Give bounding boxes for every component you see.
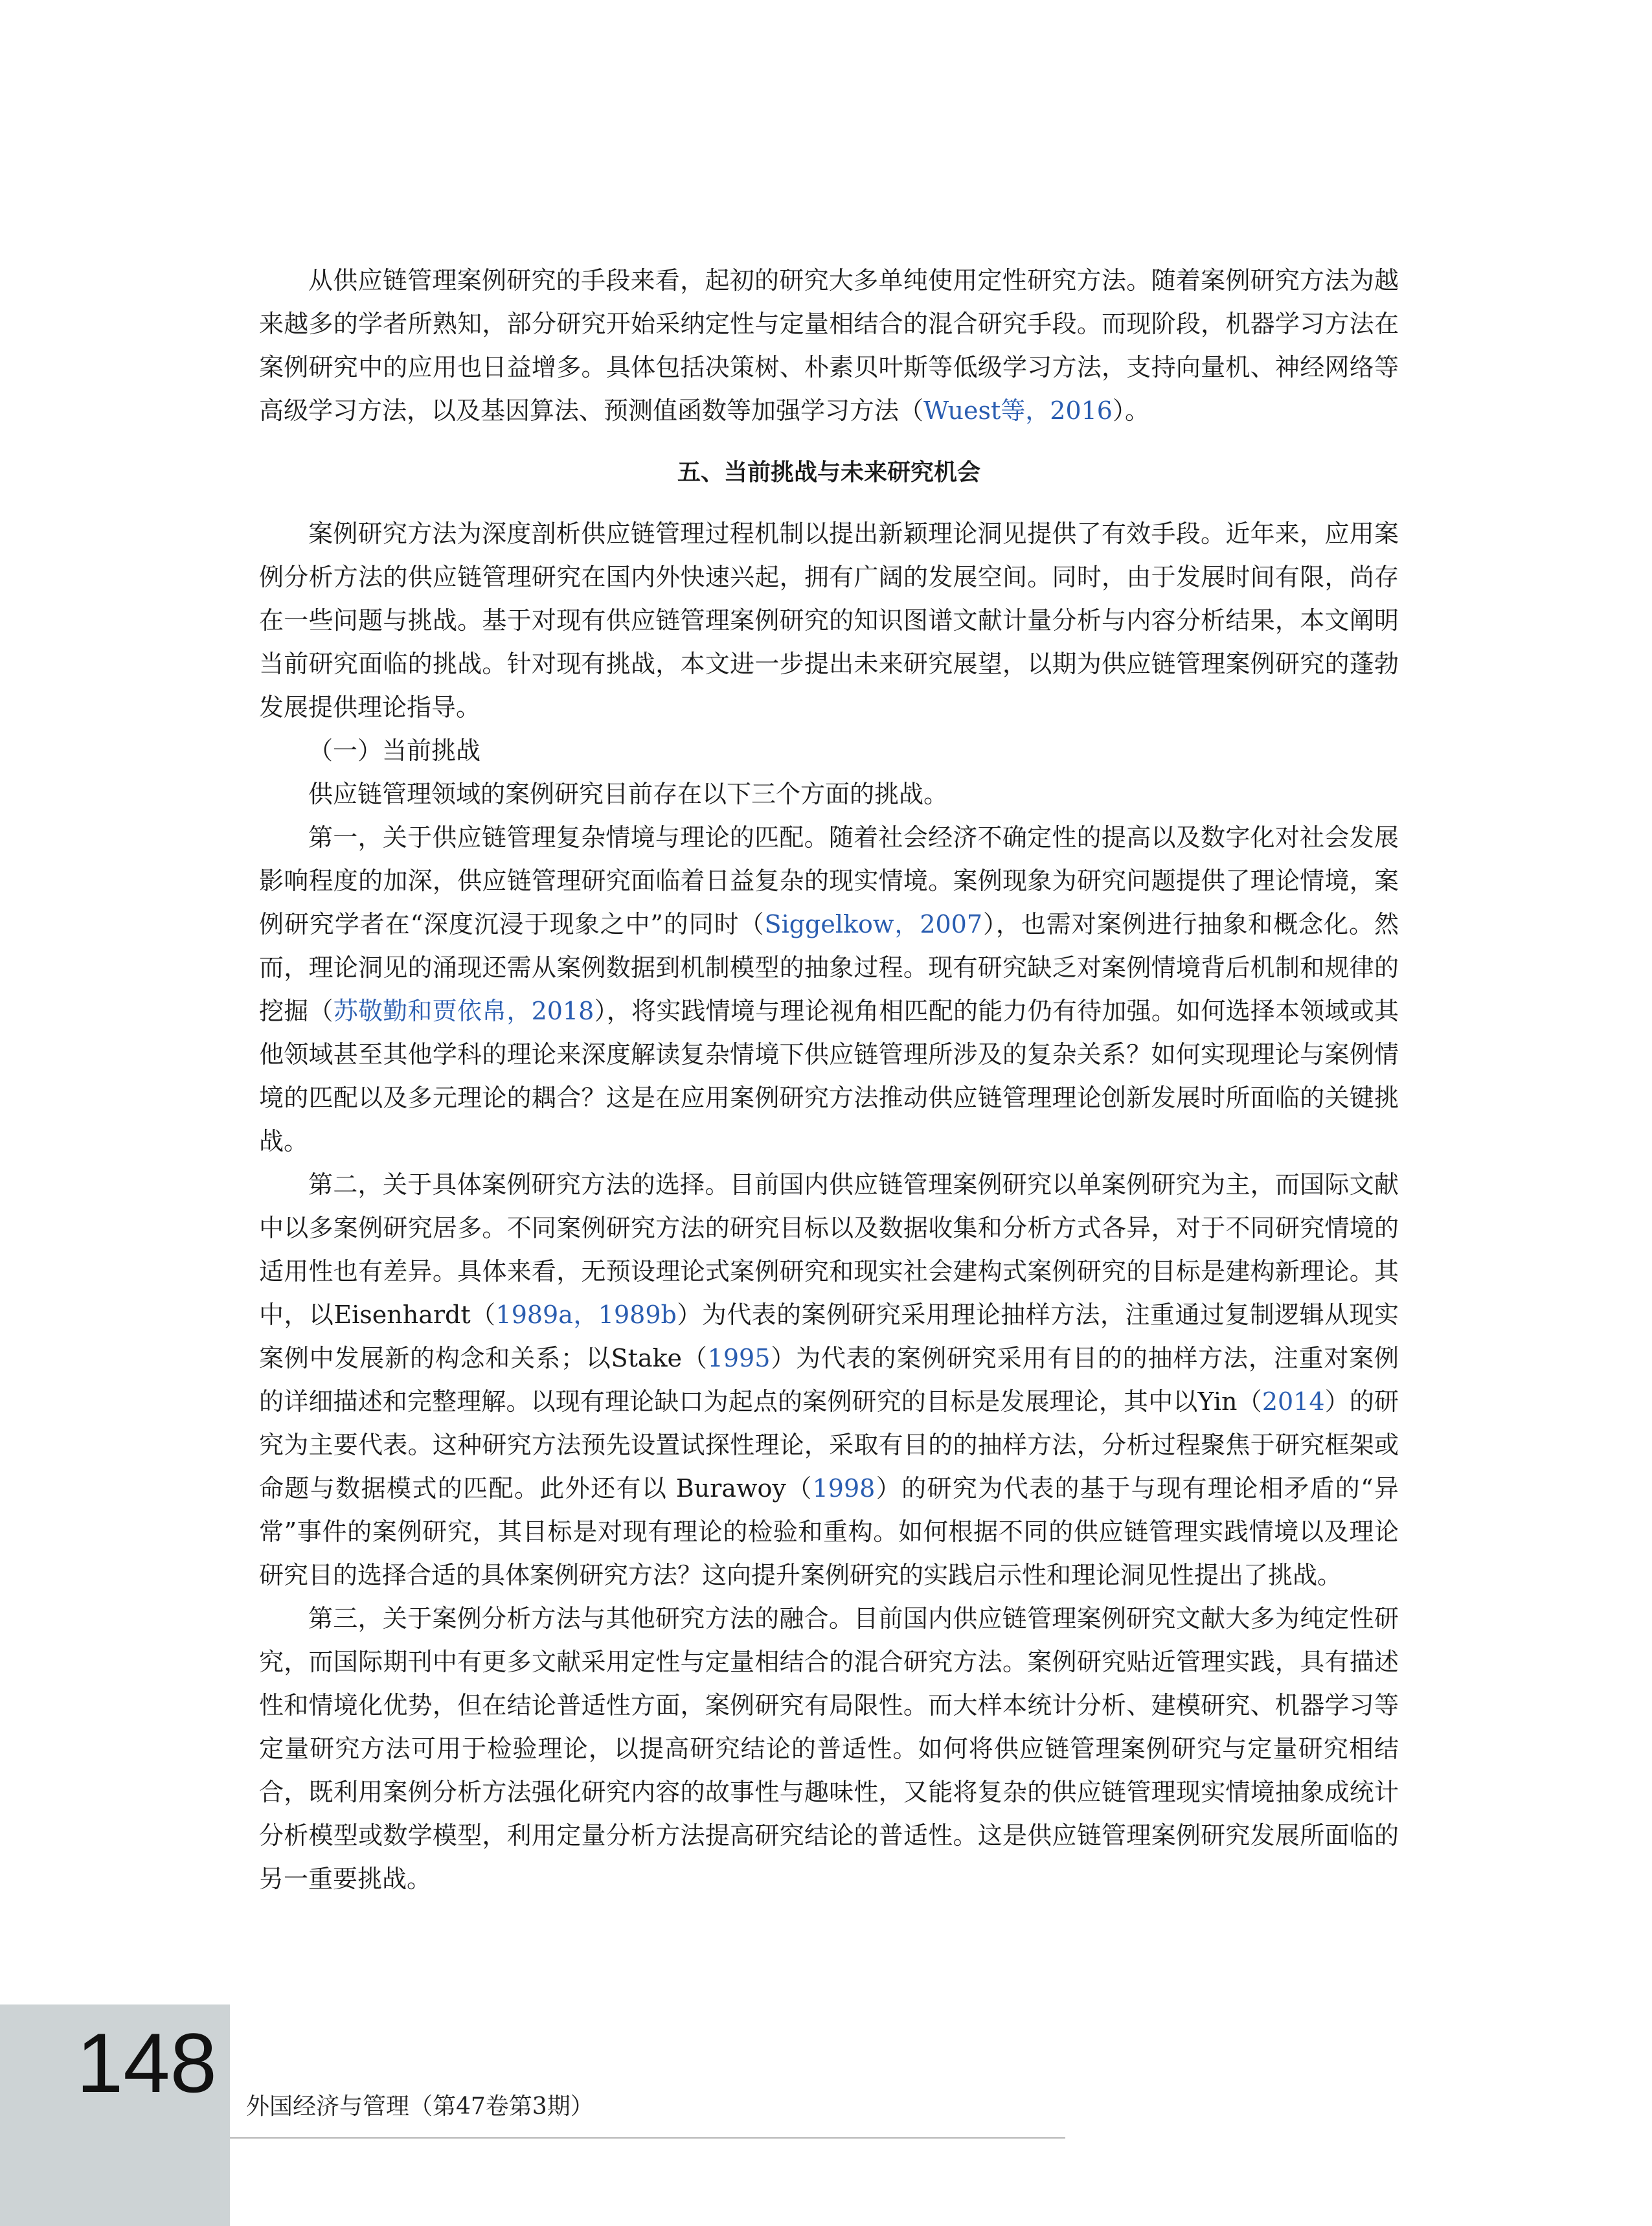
body-paragraph [259, 773, 1399, 816]
body-paragraph [259, 1163, 1399, 1597]
paragraph-text: 第一，关于供应链管理复杂情境与理论的匹配。随着社会经济不确定性的提高以及数字化对社会发展影响程度的加深，供应链管理研究面临着日益复杂的现实情境。案例现象为研究问题提供了理论情境，案例研究学者在“深度沉浸于现象之中”的同时（ [259, 823, 1399, 938]
footer-divider [230, 2137, 1065, 2139]
paragraph-text: ）的研究为代表的基于与现有理论相矛盾的“异常”事件的案例研究，其目标是对现有理论的检验和重构。如何根据不同的供应链管理实践情境以及理论研究目的选择合适的具体案例研究方法？这向提升案例研究的实践启示性和理论洞见性提出了挑战。 [259, 1474, 1399, 1589]
paragraph-text: 从供应链管理案例研究的手段来看，起初的研究大多单纯使用定性研究方法。随着案例研究方法为越来越多的学者所熟知，部分研究开始采纳定性与定量相结合的混合研究手段。而现阶段，机器学习方法在案例研究中的应用也日益增多。具体包括决策树、朴素贝叶斯等低级学习方法，支持向量机、神经网络等高级学习方法，以及基因算法、预测值函数等加强学习方法（ [259, 266, 1399, 425]
paragraph-text: 第三，关于案例分析方法与其他研究方法的融合。目前国内供应链管理案例研究文献大多为纯定性研究，而国际期刊中有更多文献采用定性与定量相结合的混合研究方法。案例研究贴近管理实践，具有描述性和情境化优势，但在结论普适性方面，案例研究有局限性。而大样本统计分析、建模研究、机器学习等定量研究方法可用于检验理论，以提高研究结论的普适性。如何将供应链管理案例研究与定量研究相结合，既利用案例分析方法强化研究内容的故事性与趣味性，又能将复杂的供应链管理现实情境抽象成统计分析模型或数学模型，利用定量分析方法提高研究结论的普适性。这是供应链管理案例研究发展所面临的另一重要挑战。 [259, 1604, 1399, 1893]
paragraph-text: ），也需对案例进行抽象和概念化。然而，理论洞见的涌现还需从案例数据到机制模型的抽象过程。现有研究缺乏对案例情境背后机制和规律的挖掘（ [259, 910, 1399, 1025]
citation-link[interactable]: 1995 [707, 1344, 771, 1372]
body-paragraph [259, 1597, 1399, 1901]
paragraph-text: ）。 [1112, 396, 1149, 425]
paragraph-text: 供应链管理领域的案例研究目前存在以下三个方面的挑战。 [308, 780, 949, 808]
section-heading: 五、当前挑战与未来研究机会 [677, 459, 980, 486]
paragraph-text: ）为代表的案例研究采用理论抽样方法，注重通过复制逻辑从现实案例中发展新的构念和关系；以Stake（ [259, 1300, 1399, 1372]
paragraph-text: 第二，关于具体案例研究方法的选择。目前国内供应链管理案例研究以单案例研究为主，而国际文献中以多案例研究居多。不同案例研究方法的研究目标以及数据收集和分析方式各异，对于不同研究情境的适用性也有差异。具体来看，无预设理论式案例研究和现实社会建构式案例研究的目标是建构新理论。其中，以Eisenhardt（ [259, 1170, 1399, 1329]
paragraph-text: ）为代表的案例研究采用有目的的抽样方法，注重对案例的详细描述和完整理解。以现有理论缺口为起点的案例研究的目标是发展理论，其中以Yin（ [259, 1344, 1399, 1416]
paragraph-text: （一）当前挑战 [308, 736, 481, 765]
citation-link[interactable]: 苏敬勤和贾依帛，2018 [333, 997, 594, 1025]
citation-link[interactable]: 2014 [1262, 1387, 1325, 1416]
paragraphs-before [259, 259, 1399, 433]
citation-link[interactable]: Wuest等，2016 [923, 396, 1113, 425]
article-body [259, 259, 1399, 1901]
citation-link[interactable]: Siggelkow，2007 [764, 910, 983, 938]
citation-link[interactable]: 1998 [812, 1474, 876, 1503]
citation-link[interactable]: 1989a，1989b [495, 1300, 677, 1329]
paragraph-text: 案例研究方法为深度剖析供应链管理过程机制以提出新颖理论洞见提供了有效手段。近年来，应用案例分析方法的供应链管理研究在国内外快速兴起，拥有广阔的发展空间。同时，由于发展时间有限，尚存在一些问题与挑战。基于对现有供应链管理案例研究的知识图谱文献计量分析与内容分析结果，本文阐明当前研究面临的挑战。针对现有挑战，本文进一步提出未来研究展望，以期为供应链管理案例研究的蓬勃发展提供理论指导。 [259, 519, 1399, 721]
body-paragraph [259, 512, 1399, 729]
paragraph-text: ），将实践情境与理论视角相匹配的能力仍有待加强。如何选择本领域或其他领域甚至其他学科的理论来深度解读复杂情境下供应链管理所涉及的复杂关系？如何实现理论与案例情境的匹配以及多元理论的耦合？这是在应用案例研究方法推动供应链管理理论创新发展时所面临的关键挑战。 [259, 997, 1399, 1155]
paragraphs-after [259, 512, 1399, 1901]
page-number: 148 [76, 2016, 217, 2110]
body-paragraph [259, 729, 1399, 773]
journal-info: 外国经济与管理（第47卷第3期） [246, 2093, 594, 2120]
paragraph-text: ）的研究为主要代表。这种研究方法预先设置试探性理论，采取有目的的抽样方法，分析过程聚焦于研究框架或命题与数据模式的匹配。此外还有以 Burawoy（ [259, 1387, 1399, 1503]
body-paragraph [259, 259, 1399, 433]
body-paragraph [259, 816, 1399, 1163]
